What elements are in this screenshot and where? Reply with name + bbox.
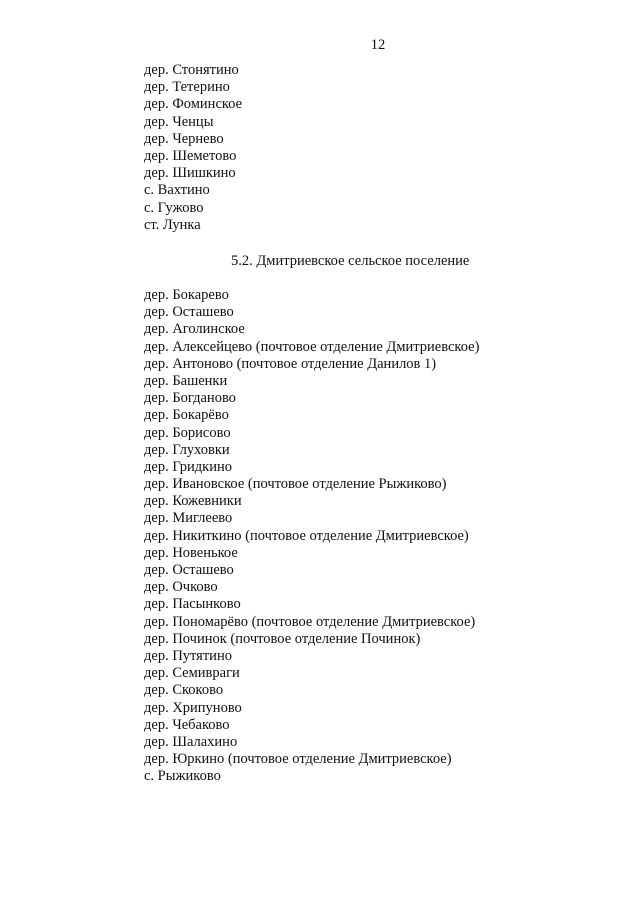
- list-item: с. Вахтино: [144, 182, 210, 199]
- list-item: дер. Ченцы: [144, 113, 214, 130]
- list-item: дер. Починок (почтовое отделение Починок): [144, 630, 421, 647]
- settlement-list-dmitrievskoe: [144, 287, 479, 785]
- list-item: дер. Путятино: [144, 647, 232, 664]
- list-item: дер. Гридкино: [144, 458, 232, 475]
- list-item: дер. Пономарёво (почтовое отделение Дмитриевское): [144, 613, 476, 630]
- list-item: дер. Миглеево: [144, 510, 233, 527]
- list-item: дер. Новенькое: [144, 544, 238, 561]
- list-item: дер. Никиткино (почтовое отделение Дмитриевское): [144, 527, 469, 544]
- list-item: дер. Кожевники: [144, 493, 242, 510]
- list-item: с. Гужово: [144, 199, 204, 216]
- list-item: дер. Шеметово: [144, 147, 237, 164]
- list-item: дер. Стонятино: [144, 62, 239, 78]
- list-item: дер. Бокарёво: [144, 407, 229, 424]
- list-item: дер. Хрипуново: [144, 699, 242, 716]
- list-item: дер. Алексейцево (почтовое отделение Дмитриевское): [144, 338, 480, 355]
- list-item: дер. Очково: [144, 579, 218, 596]
- list-item: дер. Тетерино: [144, 79, 230, 96]
- list-item: с. Рыжиково: [144, 768, 221, 785]
- list-item: дер. Пасынково: [144, 596, 241, 613]
- list-item: дер. Богданово: [144, 390, 236, 407]
- list-item: дер. Осташево: [144, 304, 234, 321]
- list-item: дер. Шалахино: [144, 733, 238, 750]
- list-item: дер. Бокарево: [144, 287, 229, 303]
- list-item: дер. Осташево: [144, 562, 234, 578]
- list-item: дер. Шишкино: [144, 165, 236, 182]
- list-item: дер. Юркино (почтовое отделение Дмитриевское): [144, 751, 452, 768]
- list-item: дер. Чебаково: [144, 716, 230, 733]
- list-item: дер. Чернево: [144, 130, 224, 147]
- list-item: ст. Лунка: [144, 216, 201, 233]
- list-item: дер. Борисово: [144, 424, 231, 441]
- list-item: дер. Аголинское: [144, 321, 245, 338]
- page-number: 12: [370, 37, 386, 53]
- list-item: дер. Скоково: [144, 682, 224, 699]
- settlement-list-continued: [144, 62, 242, 234]
- section-heading: 5.2. Дмитриевское сельское поселение: [231, 253, 470, 269]
- list-item: дер. Ивановское (почтовое отделение Рыжиково): [144, 476, 447, 493]
- list-item: дер. Глуховки: [144, 441, 230, 458]
- list-item: дер. Башенки: [144, 372, 228, 389]
- list-item: дер. Семивраги: [144, 665, 240, 682]
- list-item: дер. Антоново (почтовое отделение Данилов 1): [144, 355, 437, 372]
- list-item: дер. Фоминское: [144, 96, 243, 113]
